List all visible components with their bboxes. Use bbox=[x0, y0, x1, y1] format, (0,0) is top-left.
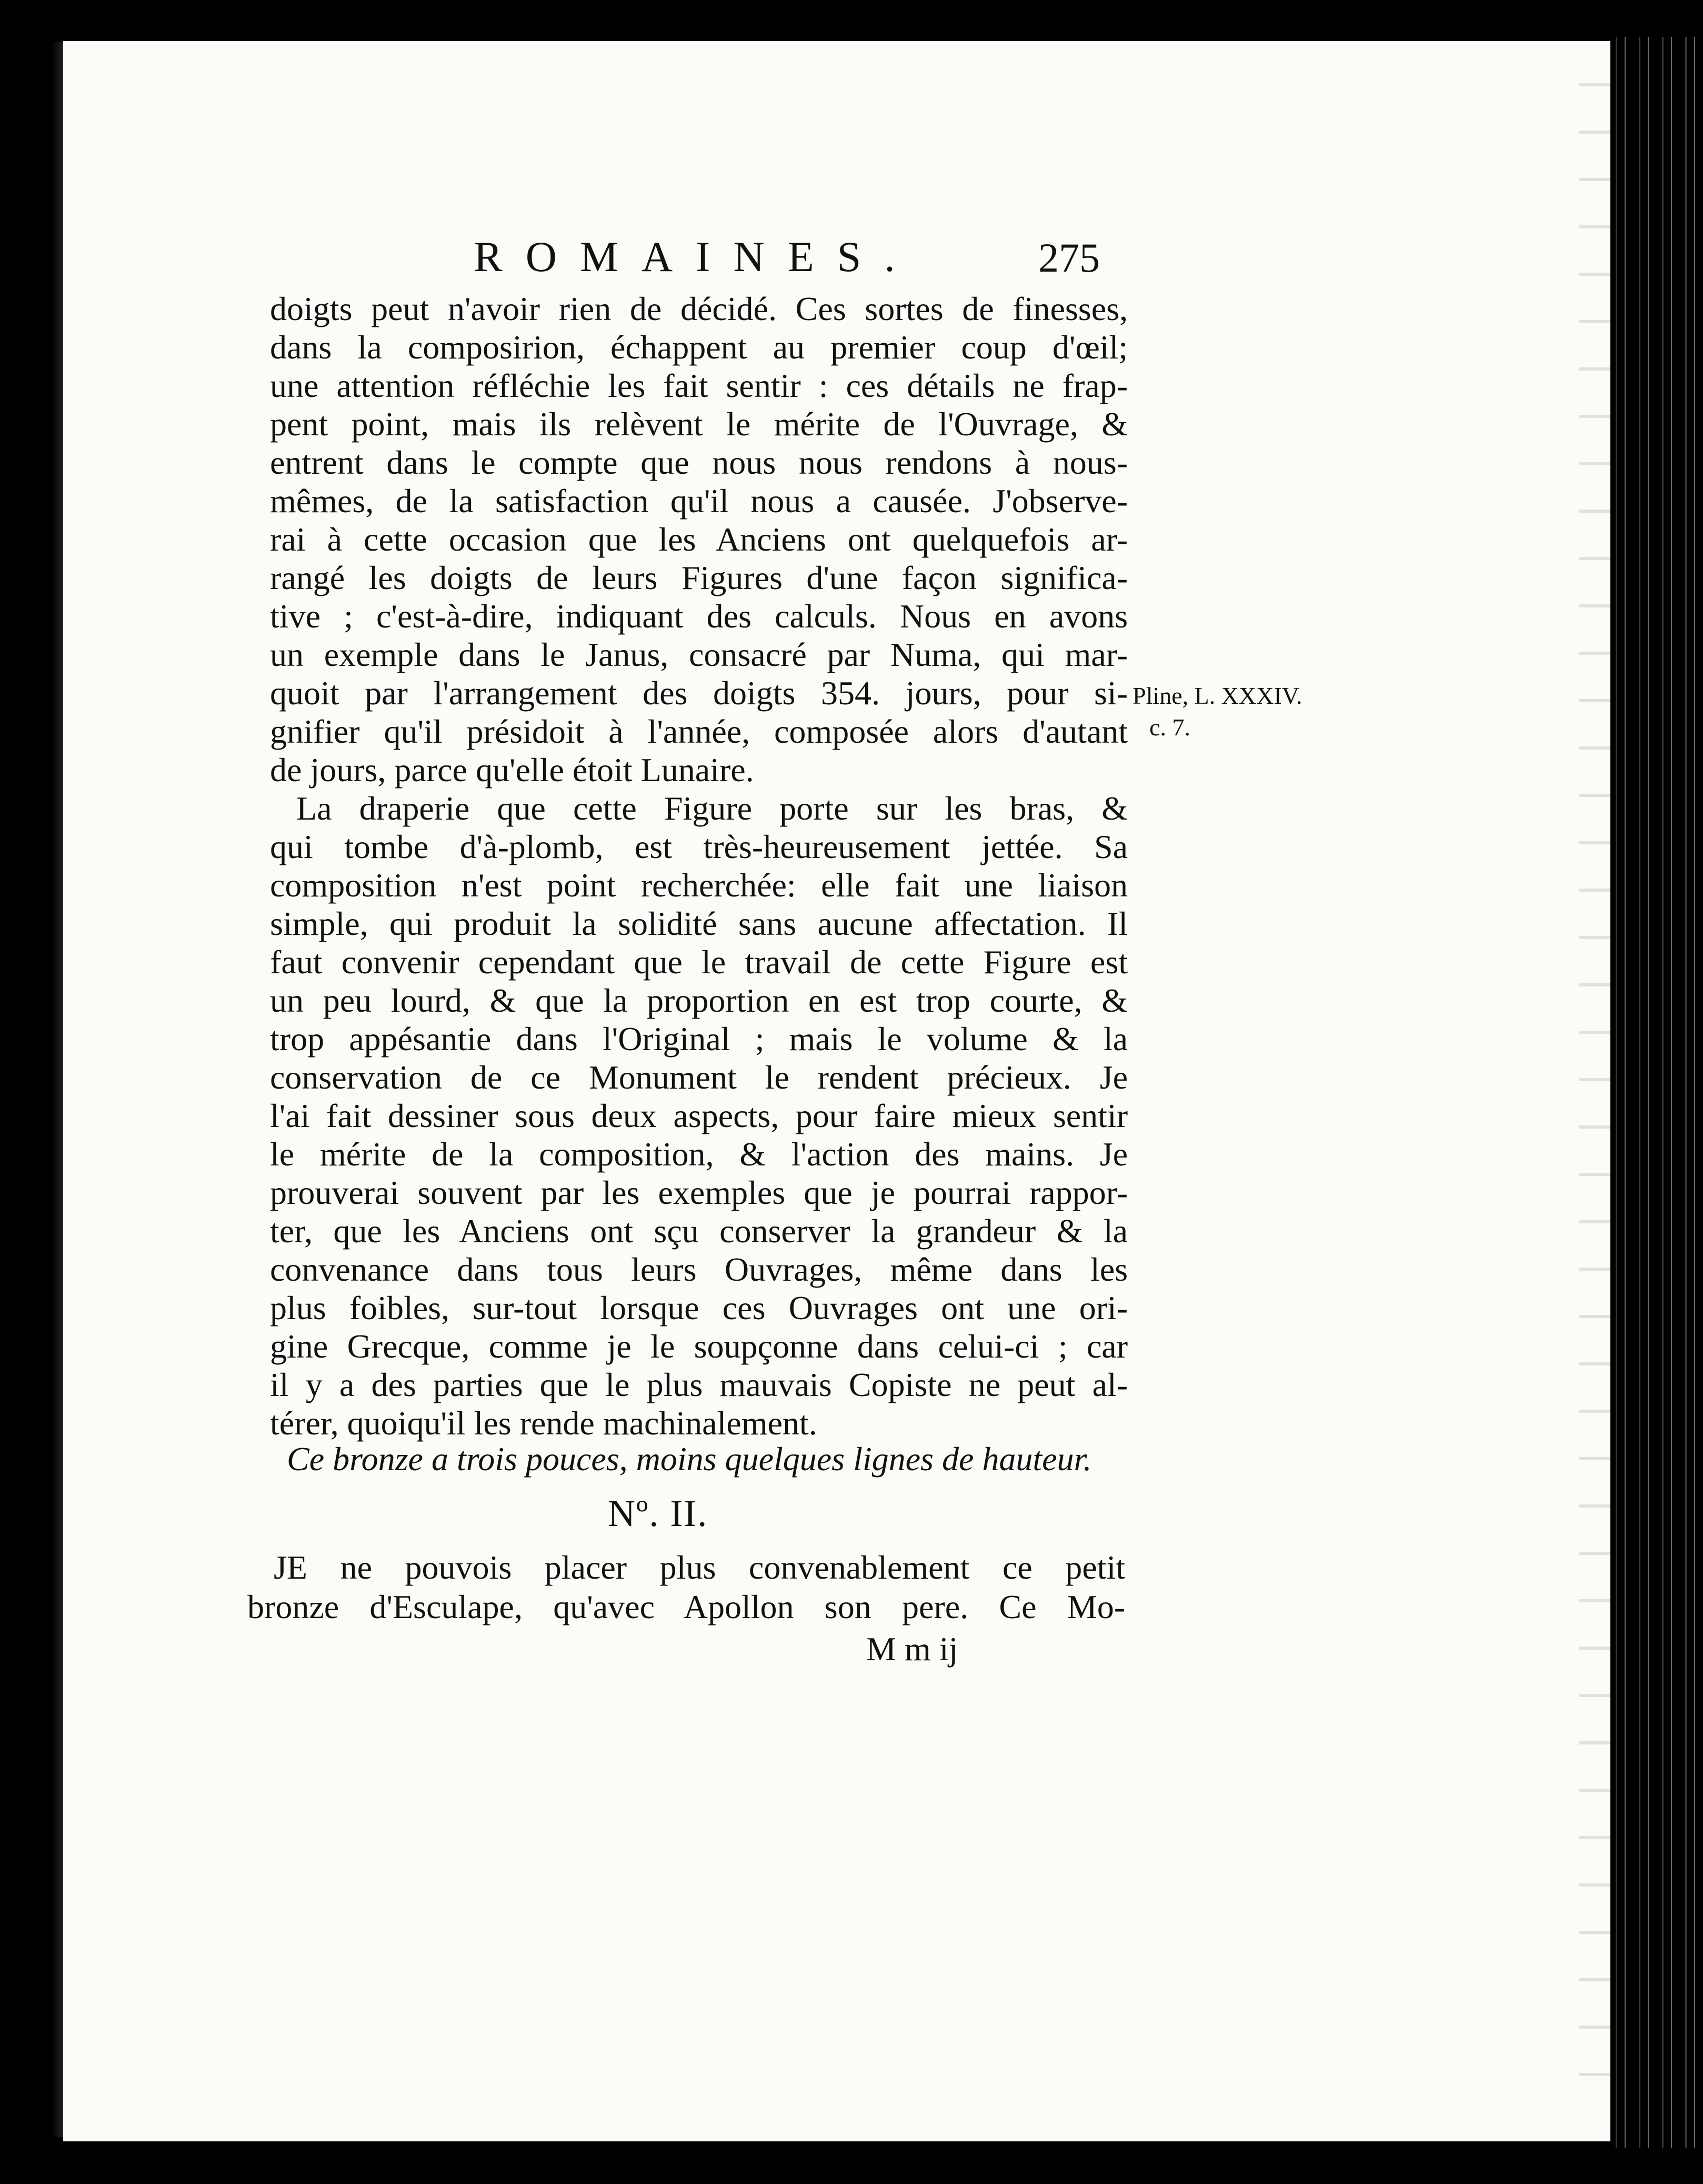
text-line: doigts peut n'avoir rien de décidé. Ces sortes de finesses, bbox=[270, 290, 1128, 327]
text-line: bronze d'Esculape, qu'avec Apollon son pere. Ce Mo- bbox=[247, 1588, 1125, 1625]
margin-note bbox=[1133, 680, 1343, 743]
margin-note-line: c. 7. bbox=[1149, 714, 1190, 741]
text-line: prouverai souvent par les exemples que je pourrai rappor- bbox=[270, 1174, 1128, 1211]
text-line: composition n'est point recherchée: elle fait une liaison bbox=[270, 866, 1128, 904]
text-line: rangé les doigts de leurs Figures d'une façon significa- bbox=[270, 559, 1128, 596]
section-text bbox=[247, 1548, 1125, 1627]
text-line: un peu lourd, & que la proportion en est trop courte, & bbox=[270, 982, 1128, 1019]
gutter-shadow bbox=[1579, 63, 1610, 2116]
object-caption: Ce bronze a trois pouces, moins quelques lignes de hauteur. bbox=[287, 1440, 1092, 1478]
text-line: plus foibles, sur-tout lorsque ces Ouvrages ont une ori- bbox=[270, 1289, 1128, 1327]
text-line: rai à cette occasion que les Anciens ont quelquefois ar- bbox=[270, 521, 1128, 558]
text-line: ter, que les Anciens ont sçu conserver la grandeur & la bbox=[270, 1212, 1128, 1250]
text-line: le mérite de la composition, & l'action des mains. Je bbox=[270, 1135, 1128, 1173]
text-line: simple, qui produit la solidité sans aucune affectation. Il bbox=[270, 905, 1128, 942]
text-line: faut convenir cependant que le travail de cette Figure est bbox=[270, 943, 1128, 981]
margin-note-line: Pline, L. XXXIV. bbox=[1133, 682, 1303, 709]
running-title: ROMAINES. bbox=[474, 233, 918, 281]
text-line: qui tombe d'à-plomb, est très-heureusement jettée. Sa bbox=[270, 828, 1128, 865]
text-line: quoit par l'arrangement des doigts 354. jours, pour si- bbox=[270, 674, 1128, 712]
text-line: convenance dans tous leurs Ouvrages, même dans les bbox=[270, 1251, 1128, 1288]
text-line: pent point, mais ils relèvent le mérite de l'Ouvrage, & bbox=[270, 405, 1128, 443]
book-binding-edge bbox=[1610, 37, 1703, 2148]
text-line: un exemple dans le Janus, consacré par Numa, qui mar- bbox=[270, 636, 1128, 673]
text-line: gnifier qu'il présidoit à l'année, composée alors d'autant bbox=[270, 713, 1128, 750]
page-left-edge bbox=[52, 42, 63, 2137]
text-line: La draperie que cette Figure porte sur les bras, & bbox=[296, 790, 1128, 827]
paragraph-2 bbox=[270, 789, 1128, 1442]
text-line: entrent dans le compte que nous nous rendons à nous- bbox=[270, 444, 1128, 481]
text-line: trop appésantie dans l'Original ; mais le volume & la bbox=[270, 1020, 1128, 1058]
main-text bbox=[270, 274, 1128, 1442]
text-line: une attention réfléchie les fait sentir : ces détails ne frap- bbox=[270, 367, 1128, 404]
page-number: 275 bbox=[1038, 235, 1100, 281]
text-line: JE ne pouvois placer plus convenablement ce petit bbox=[274, 1549, 1125, 1586]
text-line: tive ; c'est-à-dire, indiquant des calculs. Nous en avons bbox=[270, 597, 1128, 635]
text-line: mêmes, de la satisfaction qu'il nous a causée. J'observe- bbox=[270, 482, 1128, 520]
text-line: térer, quoiqu'il les rende machinalement. bbox=[270, 1404, 817, 1442]
text-line: de jours, parce qu'elle étoit Lunaire. bbox=[270, 751, 754, 789]
text-line: il y a des parties que le plus mauvais Copiste ne peut al- bbox=[270, 1366, 1128, 1403]
text-line: dans la composirion, échappent au premier coup d'œil; bbox=[270, 328, 1128, 366]
signature-mark: M m ij bbox=[866, 1630, 958, 1668]
text-line: conservation de ce Monument le rendent précieux. Je bbox=[270, 1059, 1128, 1096]
text-line: gine Grecque, comme je le soupçonne dans celui-ci ; car bbox=[270, 1328, 1128, 1365]
section-heading: Nº. II. bbox=[608, 1492, 708, 1534]
paragraph-1 bbox=[270, 290, 1128, 789]
text-line: l'ai fait dessiner sous deux aspects, pour faire mieux sentir bbox=[270, 1097, 1128, 1134]
